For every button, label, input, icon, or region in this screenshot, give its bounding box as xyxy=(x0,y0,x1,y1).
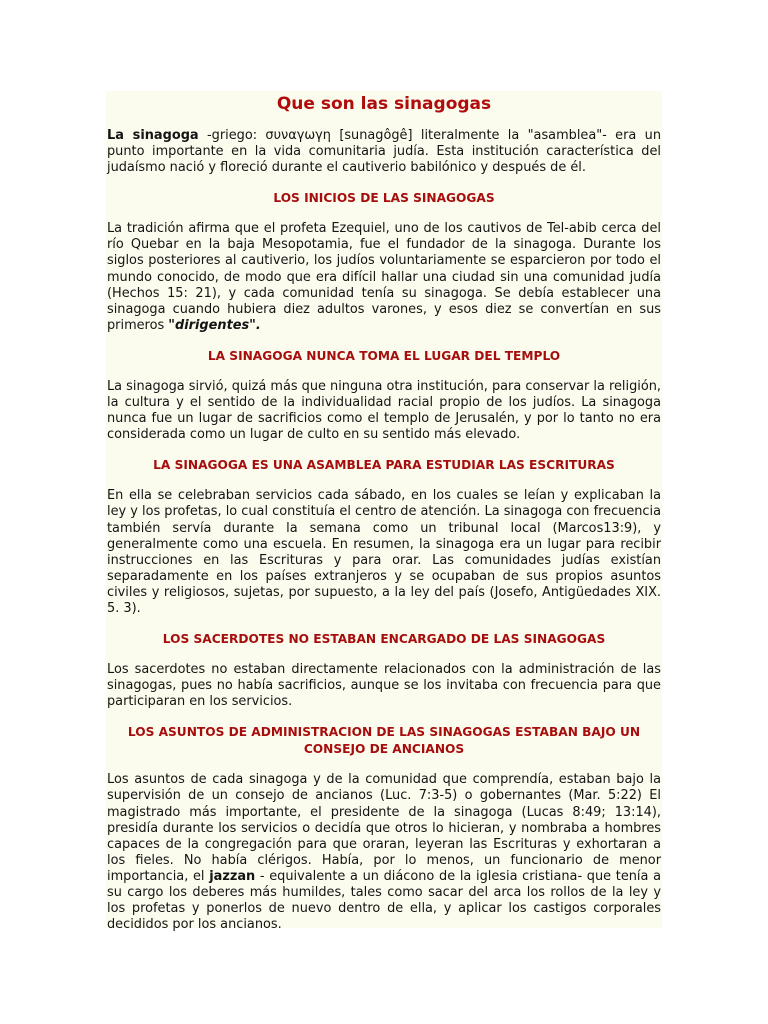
document-page xyxy=(106,91,662,933)
section-paragraph: Los sacerdotes no estaban directamente relacionados con la administración de las sinagogas, pues no había sacrificios, aunque se los invitaba con frecuencia para que participaran en los servicios. xyxy=(107,662,661,710)
section-text: Los asuntos de cada sinagoga y de la comunidad que comprendía, estaban bajo la supervisión de un consejo de ancianos (Luc. 7:3-5) o gobernantes (Mar. 5:22) El magistrado más importante, el presidente de la sinagoga (Lucas 8:49; 13:14), presidía durante los servicios o decidía que otros lo hicieran, y nombraba a hombres capaces de la congregación para que oraran, leyeran las Escrituras y exhortaran a los fieles. No había clérigos. Había, por lo menos, un funcionario de menor importancia, el xyxy=(107,772,661,884)
intro-text: -griego: συναγωγη [sunagôgê] literalmente la "asamblea"- era un punto importante en la vida comunitaria judía. Esta institución característica del judaísmo nació y floreció durante el cautiverio babilónico y después de él. xyxy=(107,128,661,176)
section-heading: LA SINAGOGA ES UNA ASAMBLEA PARA ESTUDIAR LAS ESCRITURAS xyxy=(153,458,615,473)
section-bold-term: jazzan xyxy=(209,868,256,884)
section-heading: LOS INICIOS DE LAS SINAGOGAS xyxy=(273,191,495,206)
section-paragraph: En ella se celebraban servicios cada sábado, en los cuales se leían y explicaban la ley y los profetas, lo cual constituía el centro de atención. La sinagoga con frecuencia también servía durante la semana como un tribunal local (Marcos13:9), y generalmente como una escuela. En resumen, la sinagoga era un lugar para recibir instrucciones en las Escrituras y para orar. Las comunidades judías existían separadamente en los países extranjeros y se ocupaban de sus propios asuntos civiles y religiosos, sujetas, por supuesto, a la ley del país (Josefo, Antigüedades XIX. 5. 3). xyxy=(107,488,661,616)
section-heading: LOS ASUNTOS DE ADMINISTRACION DE LAS SINAGOGAS ESTABAN BAJO UN CONSEJO DE ANCIANOS xyxy=(127,725,641,757)
section-paragraph: La sinagoga sirvió, quizá más que ninguna otra institución, para conservar la religión, la cultura y el sentido de la individualidad racial propio de los judíos. La sinagoga nunca fue un lugar de sacrificios como el templo de Jerusalén, y por lo tanto no era considerada como un lugar de culto en su sentido más elevado. xyxy=(107,378,661,443)
section-text: La tradición afirma que el profeta Ezequiel, uno de los cautivos de Tel-abib cerca del río Quebar en la baja Mesopotamia, fue el fundador de la sinagoga. Durante los siglos posteriores al cautiverio, los judíos voluntariamente se esparcieron por todo el mundo conocido, de modo que era difícil hallar una ciudad sin una comunidad judía (Hechos 15: 21), y cada comunidad tenía su sinagoga. Se debía establecer una sinagoga cuando hubiera diez adultos varones, y esos diez se convertían en sus primeros xyxy=(107,221,661,333)
section-text-after: - equivalente a un diácono de la iglesia cristiana- que tenía a su cargo los deberes más humildes, tales como sacar del arca los rollos de la ley y los profetas y ponerlos de nuevo dentro de ella, y aplicar los castigos corporales decididos por los ancianos. xyxy=(107,868,661,933)
intro-term: La sinagoga xyxy=(107,128,199,143)
section-emphasis: "dirigentes". xyxy=(168,317,261,333)
page-title: Que son las sinagogas xyxy=(276,94,492,114)
section-paragraph xyxy=(107,772,661,933)
section-heading: LOS SACERDOTES NO ESTABAN ENCARGADO DE LAS SINAGOGAS xyxy=(162,632,606,647)
section-heading: LA SINAGOGA NUNCA TOMA EL LUGAR DEL TEMPLO xyxy=(207,348,561,363)
intro-paragraph xyxy=(107,128,661,176)
section-paragraph xyxy=(107,221,661,334)
